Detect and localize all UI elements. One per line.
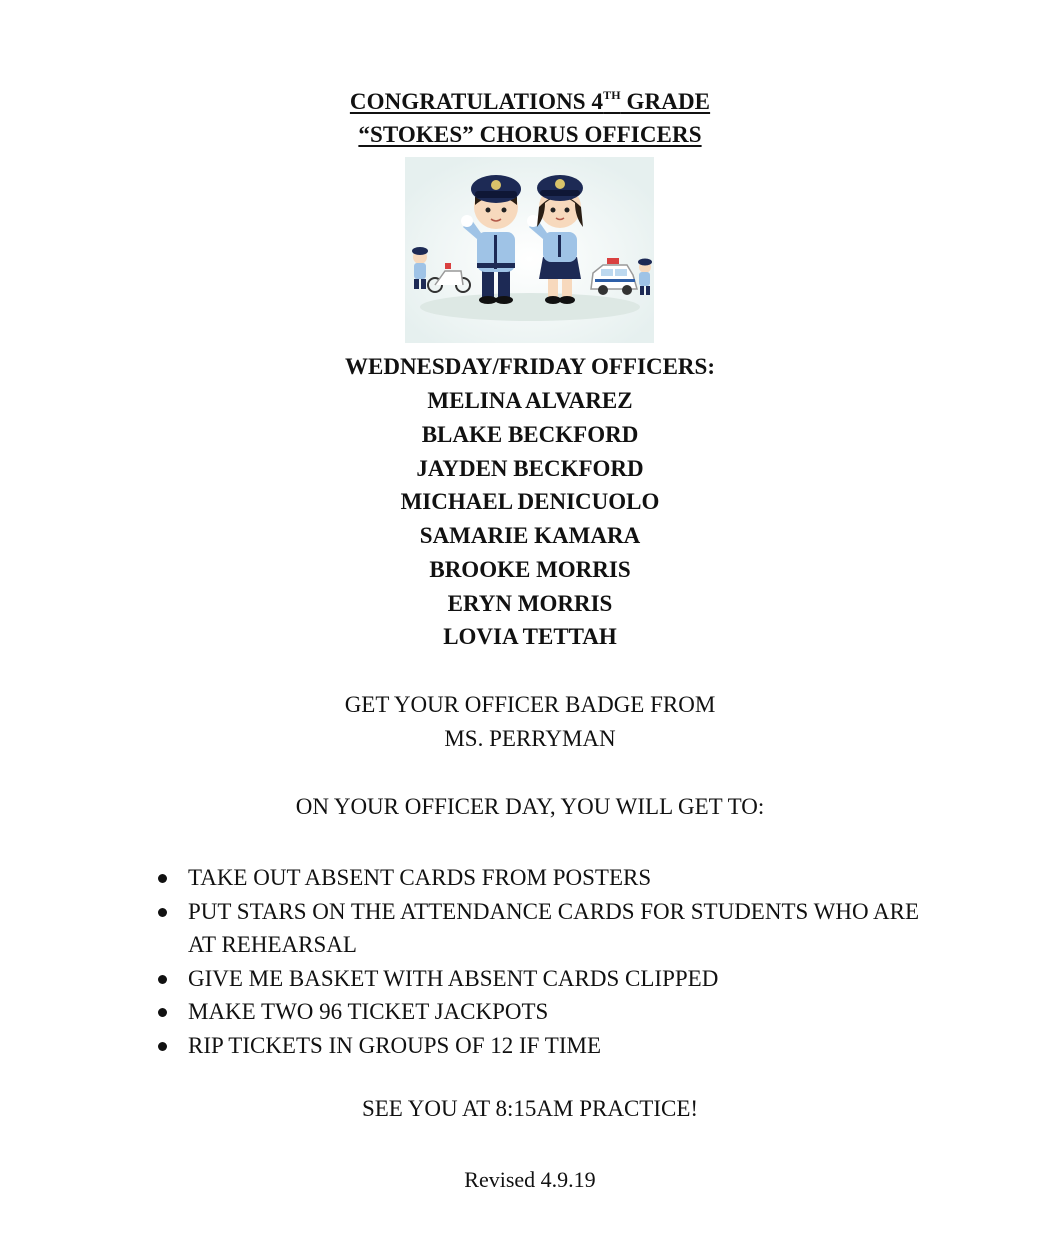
badge-teacher-name: MS. PERRYMAN	[444, 726, 616, 751]
officer-name: MELINA ALVAREZ	[427, 388, 633, 413]
officer-name: JAYDEN BECKFORD	[416, 456, 644, 481]
duty-text: PUT STARS ON THE ATTENDANCE CARDS FOR STUDENTS WHO ARE AT REHEARSAL	[188, 898, 920, 958]
police-cartoon-image	[405, 157, 654, 343]
duty-item	[158, 995, 928, 1029]
duty-text: GIVE ME BASKET WITH ABSENT CARDS CLIPPED	[188, 965, 719, 991]
officer-name: SAMARIE KAMARA	[419, 523, 641, 548]
title-superscript: TH	[603, 88, 621, 102]
duty-item	[158, 861, 928, 895]
bullet-icon	[158, 874, 167, 883]
title-text: CONGRATULATIONS 4	[349, 89, 604, 114]
officers-heading: WEDNESDAY/FRIDAY OFFICERS:	[345, 354, 715, 379]
bullet-icon	[158, 1042, 167, 1051]
title-line-2: “STOKES” CHORUS OFFICERS	[358, 122, 702, 147]
police-officers-illustration	[405, 157, 654, 343]
duties-list	[158, 861, 928, 1063]
officer-name: BLAKE BECKFORD	[421, 422, 639, 447]
officer-name: ERYN MORRIS	[447, 591, 613, 616]
duty-text: RIP TICKETS IN GROUPS OF 12 IF TIME	[188, 1032, 601, 1058]
bullet-icon	[158, 1008, 167, 1017]
duty-text: MAKE TWO 96 TICKET JACKPOTS	[188, 999, 549, 1025]
duties-intro: ON YOUR OFFICER DAY, YOU WILL GET TO:	[295, 794, 765, 819]
title-line-1	[0, 88, 1060, 115]
officer-name: BROOKE MORRIS	[429, 557, 631, 582]
title-text-grade: GRADE	[620, 89, 711, 114]
duty-item	[158, 895, 928, 962]
closing-message: SEE YOU AT 8:15AM PRACTICE!	[361, 1096, 699, 1121]
badge-instruction: GET YOUR OFFICER BADGE FROM	[344, 692, 716, 717]
bullet-icon	[158, 908, 167, 917]
duty-item	[158, 962, 928, 996]
revised-date: Revised 4.9.19	[464, 1167, 596, 1192]
officer-name: LOVIA TETTAH	[443, 624, 617, 649]
officer-name: MICHAEL DENICUOLO	[400, 489, 660, 514]
duty-text: TAKE OUT ABSENT CARDS FROM POSTERS	[188, 865, 652, 890]
duty-item	[158, 1029, 928, 1063]
bullet-icon	[158, 975, 167, 984]
